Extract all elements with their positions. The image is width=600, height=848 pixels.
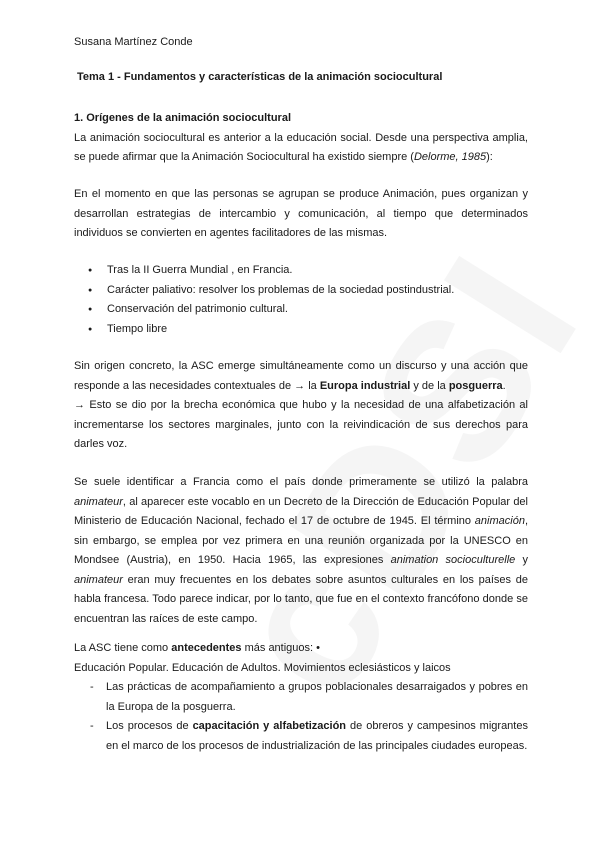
text-run: Se suele identificar a Francia como el país donde primeramente se utilizó la palabra	[74, 476, 528, 488]
text-run: Los procesos de	[106, 720, 193, 732]
text-run: , sin embargo, se emplea por vez primera en una reunión organizada por la UNESCO en Mondsee (Austria), en 1950. Hacia 1965, las expresiones	[74, 515, 528, 566]
author-name: Susana Martínez Conde	[74, 36, 193, 48]
paragraph-block	[74, 357, 528, 455]
bullet-list	[74, 261, 528, 339]
bold-term: capacitación y alfabetización	[192, 720, 347, 732]
text-run: de obreros y campesinos migrantes en el marco de los procesos de industrialización de las principales ciudades europeas.	[106, 720, 528, 752]
paragraph-block	[74, 473, 528, 629]
paragraph-intro	[74, 129, 528, 168]
paragraph-block	[74, 639, 528, 756]
italic-term: animateur	[74, 573, 123, 586]
section-1	[74, 109, 528, 168]
italic-term: animateur	[74, 495, 123, 508]
text-run: y	[515, 554, 528, 566]
list-item: ● Tiempo libre	[74, 320, 528, 340]
section-heading: 1. Orígenes de la animación sociocultural	[74, 112, 292, 124]
italic-term: animación	[474, 515, 525, 527]
list-item: ● Carácter paliativo: resolver los problemas de la sociedad postindustrial.	[74, 281, 528, 301]
dash-item	[74, 717, 528, 756]
citation: Delorme, 1985	[413, 151, 487, 163]
text-run: .	[502, 379, 506, 392]
paragraph-block	[74, 185, 528, 244]
bold-term: Europa industrial	[319, 379, 411, 392]
italic-term: animation socioculturelle	[390, 554, 516, 566]
paragraph-education: Educación Popular. Educación de Adultos. Movimientos eclesiásticos y laicos	[74, 661, 451, 674]
paragraph-gap: → Esto se dio por la brecha económica que hubo y la necesidad de una alfabetización al incrementarse los sectores marginales, junto con la reivindicación de sus derechos para darles voz.	[74, 399, 528, 450]
bold-term: posguerra	[448, 379, 503, 392]
text-run: La ASC tiene como	[74, 642, 172, 654]
paragraph-antecedents	[74, 639, 528, 659]
paragraph-origin	[74, 357, 528, 396]
paragraph-animation: En el momento en que las personas se agrupan se produce Animación, pues organizan y desarrollan estrategias de intercambio y comunicación, al tiempo que determinados individuos se convierten en agentes facilitadores de las mismas.	[74, 188, 528, 239]
document-title: Tema 1 - Fundamentos y características de la animación sociocultural	[77, 71, 443, 83]
text-run: y de la	[410, 379, 449, 392]
text-run: eran muy frecuentes en los debates sobre asuntos culturales en los países de habla francesa. Todo parece indicar, por lo tanto, que fue en el contexto francófono donde se encuentran las raíces de este campo.	[74, 573, 528, 625]
text-run: , al aparecer este vocablo en un Decreto de la Dirección de Educación Popular del Ministerio de Educación Nacional, fechado el 17 de octubre de 1945. El término	[74, 495, 528, 527]
text-run: más antiguos: •	[241, 642, 320, 654]
paragraph-france	[74, 473, 528, 629]
dash-item: - Las prácticas de acompañamiento a grupos poblacionales desarraigados y pobres en la Europa de la posguerra.	[74, 678, 528, 717]
bold-term: antecedentes	[171, 642, 242, 654]
text-run: ):	[486, 151, 493, 163]
list-item: ● Conservación del patrimonio cultural.	[74, 300, 528, 320]
text-run: La animación sociocultural es anterior a la educación social. Desde una perspectiva amplia, se puede afirmar que la Animación Sociocultural ha existido siempre (	[74, 131, 528, 163]
list-item: ● Tras la II Guerra Mundial , en Francia.	[74, 261, 528, 281]
text-run: Sin origen concreto, la ASC emerge simultáneamente como un discurso y una acción que responde a las necesidades contextuales de → la	[74, 360, 528, 392]
